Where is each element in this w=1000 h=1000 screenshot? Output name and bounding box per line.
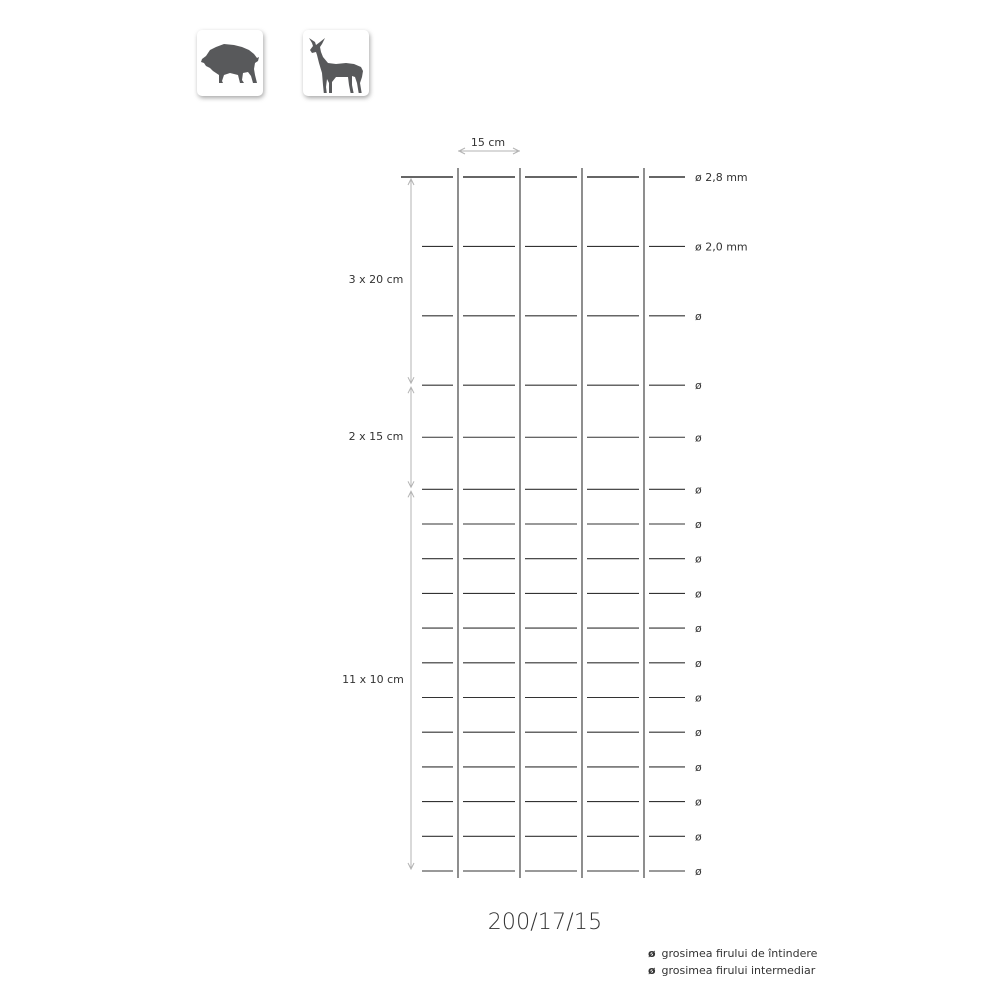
tension-wire-symbol: ø [648, 947, 656, 960]
wire-diameter-label: ø [695, 379, 702, 393]
wire-diameter-label: ø [695, 760, 702, 774]
legend-item-intermediate-wire [648, 964, 815, 977]
legend-item-tension-wire [648, 947, 817, 960]
product-model-code: 200/17/15 [487, 910, 603, 935]
vertical-spacing-label: 15 cm [470, 136, 506, 149]
zone-label-middle: 2 x 15 cm [348, 430, 404, 443]
zone-label-top: 3 x 20 cm [348, 273, 404, 286]
wire-diameter-label: ø [695, 865, 702, 878]
wire-diameter-label: ø [695, 656, 702, 670]
wire-diameter-label: ø 2,0 mm [695, 240, 748, 254]
wire-diameter-label: ø [695, 726, 702, 740]
wire-diameter-label: ø 2,8 mm [695, 171, 748, 184]
wire-diameter-label: ø [695, 552, 702, 566]
wire-diameter-label: ø [695, 795, 702, 809]
legend-text-tension-wire: grosimea firului de întindere [661, 947, 818, 960]
wire-diameter-label: ø [695, 587, 702, 601]
wire-diameter-label: ø [695, 483, 702, 497]
wire-diameter-label: ø [695, 518, 702, 531]
zone-label-bottom: 11 x 10 cm [342, 673, 404, 686]
wire-diameter-label: ø [695, 691, 702, 705]
wire-diameter-label: ø [695, 431, 702, 445]
legend-text-intermediate-wire: grosimea firului intermediar [661, 964, 816, 977]
intermediate-wire-symbol: ø [648, 964, 656, 977]
wire-diameter-label: ø [695, 830, 702, 844]
wire-diameter-label: ø [695, 309, 702, 323]
wire-diameter-label: ø [695, 622, 702, 636]
